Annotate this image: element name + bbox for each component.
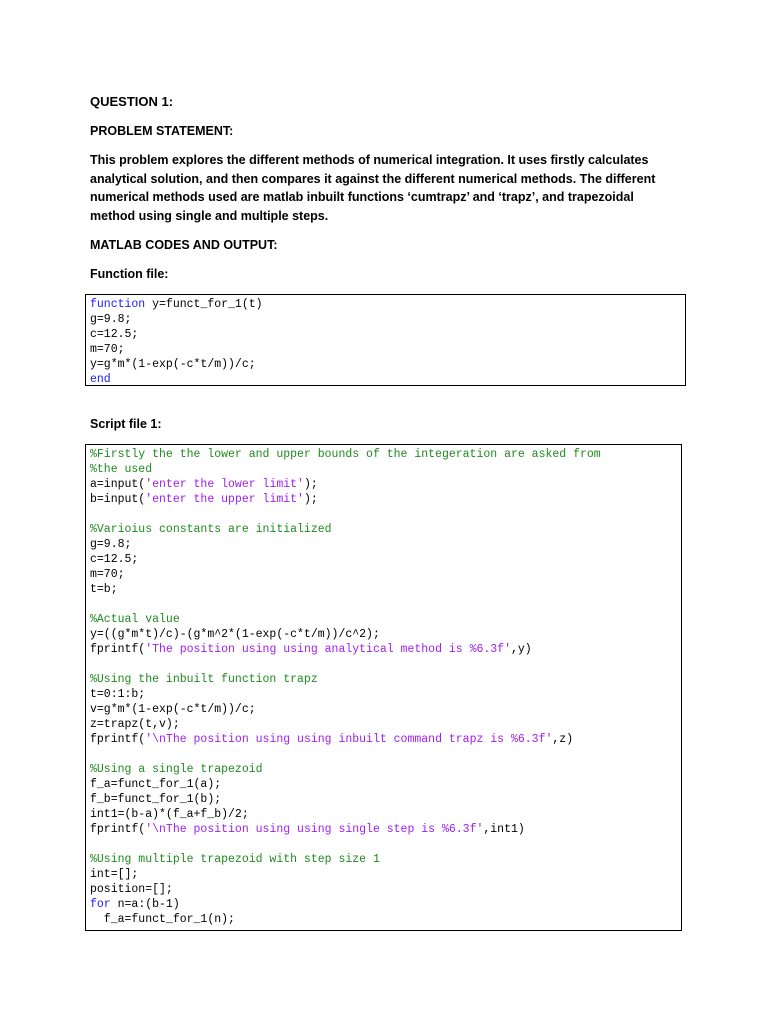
- code-line: [90, 297, 681, 312]
- code-token: t=b;: [90, 583, 118, 596]
- code-line: [90, 747, 677, 762]
- problem-statement-heading: PROBLEM STATEMENT:: [90, 124, 234, 138]
- code-token: fprintf(: [90, 643, 146, 656]
- code-token: a=input(: [90, 478, 146, 491]
- code-token: c=12.5;: [90, 328, 139, 341]
- code-token: z=trapz(t,v);: [90, 718, 180, 731]
- code-line: [90, 507, 677, 522]
- code-token: fprintf(: [90, 823, 146, 836]
- code-token: fprintf(: [90, 733, 146, 746]
- code-token: ,z): [552, 733, 574, 746]
- code-line: [90, 777, 677, 792]
- code-token: %Actual value: [90, 613, 180, 626]
- code-line: [90, 687, 677, 702]
- code-line: [90, 462, 677, 477]
- code-token: v=g*m*(1-exp(-c*t/m))/c;: [90, 703, 256, 716]
- code-line: [90, 612, 677, 627]
- code-token: '\nThe position using using inbuilt command trapz is %6.3f': [145, 733, 553, 746]
- code-token: y=funct_for_1(t): [145, 298, 263, 311]
- code-token: end: [90, 373, 111, 386]
- code-line: [90, 792, 677, 807]
- code-token: 'The position using using analytical method is %6.3f': [145, 643, 511, 656]
- code-line: [90, 582, 677, 597]
- code-token: m=70;: [90, 343, 125, 356]
- code-token: m=70;: [90, 568, 125, 581]
- code-token: f_a=funct_for_1(n);: [90, 913, 235, 926]
- code-token: int1=(b-a)*(f_a+f_b)/2;: [90, 808, 249, 821]
- code-line: [90, 897, 677, 912]
- script-code-block: [85, 444, 682, 931]
- code-line: [90, 702, 677, 717]
- code-token: %the used: [90, 463, 153, 476]
- code-token: %Varioius constants are initialized: [90, 523, 332, 536]
- question-title: QUESTION 1:: [90, 94, 174, 109]
- code-token: %Firstly the the lower and upper bounds of the integeration are asked from: [90, 448, 601, 461]
- code-line: [90, 732, 677, 747]
- function-file-label: Function file:: [90, 267, 169, 281]
- code-token: y=((g*m*t)/c)-(g*m^2*(1-exp(-c*t/m))/c^2);: [90, 628, 380, 641]
- code-line: [90, 567, 677, 582]
- code-line: [90, 807, 677, 822]
- code-token: f_b=funct_for_1(b);: [90, 793, 222, 806]
- code-token: ,y): [510, 643, 532, 656]
- code-line: [90, 717, 677, 732]
- code-line: [90, 627, 677, 642]
- code-token: '\nThe position using using single step is %6.3f': [145, 823, 484, 836]
- code-line: [90, 447, 677, 462]
- code-line: [90, 372, 681, 386]
- code-token: %Using multiple trapezoid with step size 1: [90, 853, 380, 866]
- code-line: [90, 342, 681, 357]
- code-token: f_a=funct_for_1(a);: [90, 778, 222, 791]
- code-token: b=input(: [90, 493, 146, 506]
- code-token: t=0:1:b;: [90, 688, 146, 701]
- code-line: [90, 822, 677, 837]
- code-line: [90, 552, 677, 567]
- code-token: 'enter the lower limit': [145, 478, 304, 491]
- code-token: position=[];: [90, 883, 173, 896]
- code-token: %Using a single trapezoid: [90, 763, 263, 776]
- code-token: 'enter the upper limit': [145, 493, 304, 506]
- code-line: [90, 762, 677, 777]
- code-token: ,int1): [483, 823, 525, 836]
- code-token: %Using the inbuilt function trapz: [90, 673, 318, 686]
- code-token: for: [90, 898, 111, 911]
- code-line: [90, 537, 677, 552]
- code-token: );: [303, 478, 318, 491]
- code-token: y=g*m*(1-exp(-c*t/m))/c;: [90, 358, 256, 371]
- code-line: [90, 867, 677, 882]
- code-line: [90, 312, 681, 327]
- code-line: [90, 672, 677, 687]
- matlab-codes-heading: MATLAB CODES AND OUTPUT:: [90, 238, 278, 252]
- code-token: g=9.8;: [90, 538, 132, 551]
- code-line: [90, 657, 677, 672]
- code-token: n=a:(b-1): [110, 898, 180, 911]
- problem-statement-text: This problem explores the different methods of numerical integration. It uses firstly calculates analytical solution, and then compares it against the different numerical methods. The different numerical methods used are matlab inbuilt functions ‘cumtrapz’ and ‘trapz’, and trapezoidal method using single and multiple steps.: [90, 153, 656, 223]
- code-line: [90, 597, 677, 612]
- code-line: [90, 882, 677, 897]
- code-token: int=[];: [90, 868, 139, 881]
- code-line: [90, 477, 677, 492]
- code-line: [90, 492, 677, 507]
- code-line: [90, 642, 677, 657]
- code-token: function: [90, 298, 146, 311]
- code-line: [90, 522, 677, 537]
- code-line: [90, 327, 681, 342]
- code-line: [90, 837, 677, 852]
- code-token: );: [303, 493, 318, 506]
- script-file-label: Script file 1:: [90, 417, 162, 431]
- code-token: c=12.5;: [90, 553, 139, 566]
- code-line: [90, 912, 677, 927]
- code-line: [90, 357, 681, 372]
- function-code-block: [85, 294, 686, 386]
- code-token: g=9.8;: [90, 313, 132, 326]
- code-line: [90, 852, 677, 867]
